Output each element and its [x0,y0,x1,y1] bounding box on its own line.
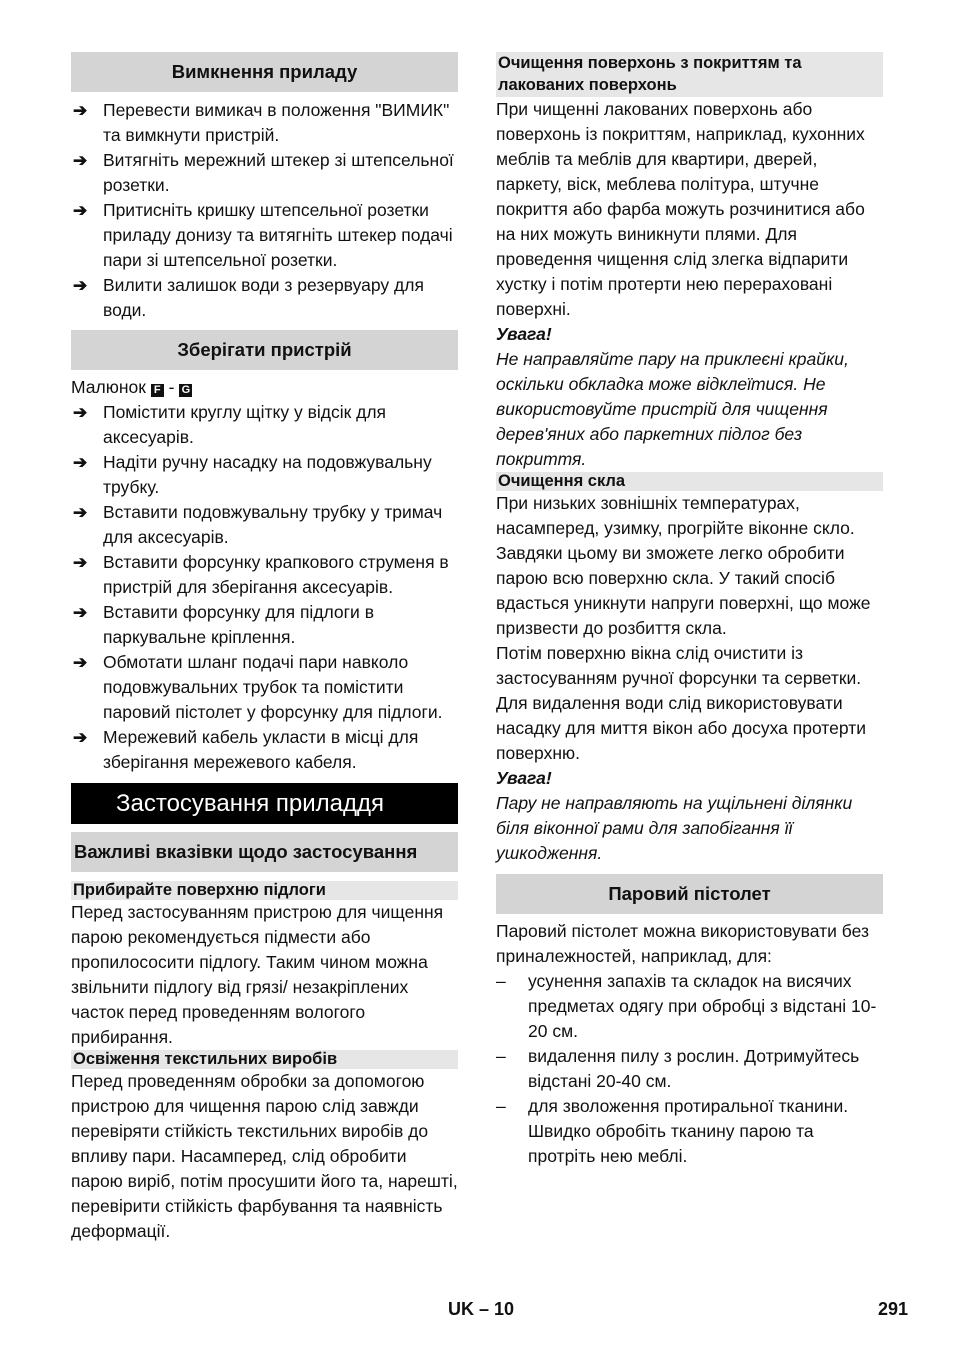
subsection-title-textiles: Освіження текстильних виробів [71,1050,458,1069]
section-title-storage: Зберігати пристрій [71,330,458,370]
section-title-switch-off: Вимкнення приладу [71,52,458,92]
list-item: – видалення пилу з рослин. Дотримуйтесь відстані 20-40 см. [496,1046,860,1091]
subsection-title-floor: Прибирайте поверхню підлоги [71,881,458,900]
arrow-right-icon: ➔ [73,603,88,622]
arrow-right-icon: ➔ [73,453,88,472]
warning-label: Увага! [496,324,552,344]
arrow-right-icon: ➔ [73,201,88,220]
dash-bullet: – [496,971,506,991]
arrow-right-icon: ➔ [73,101,88,120]
arrow-right-icon: ➔ [73,553,88,572]
arrow-right-icon: ➔ [73,653,88,672]
floor-text: Перед застосуванням пристрою для чищення парою рекомендується підмести або пропилососити підлогу. Таким чином можна звільнити підлогу від грязі/ незакріплених часток перед проведенням вологого прибирання. [71,902,444,1047]
left-column [71,52,458,1244]
steam-gun-list [496,969,883,1169]
footer-section-label: UK – 10 [448,1299,515,1319]
list-item: ➔ Надіти ручну насадку на подовжувальну трубку. [73,452,432,497]
warning-text: Пару не направляють на ущільнені ділянки біля віконної рами для запобігання її ушкодження. [496,793,853,863]
list-item: – усунення запахів та складок на висячих предметах одягу при обробці з відстані 10-20 см. [496,971,877,1041]
right-column [496,52,883,1169]
storage-list [71,400,458,775]
arrow-right-icon: ➔ [73,403,88,422]
switch-off-list [71,98,458,323]
dash-bullet: – [496,1046,506,1066]
list-item: ➔ Помістити круглу щітку у відсік для аксесуарів. [73,402,387,447]
list-item: ➔ Вставити форсунку крапкового струменя в пристрій для зберігання аксесуарів. [73,552,449,597]
coated-surfaces-text: При чищенні лакованих поверхонь або поверхонь із покриттям, наприклад, кухонних меблів та меблів для квартири, дверей, паркету, віск, меблева політура, штучне покриття або фарба можуть розчинитися або на них можуть виникнути плями. Для проведення чищення слід злегка відпарити хустку і потім протерти нею перераховані поверхні. [496,99,865,319]
list-item: – для зволоження протиральної тканини. Швидко обробіть тканину парою та протріть нею меблі. [496,1096,849,1166]
list-item: ➔ Вставити подовжувальну трубку у тримач для аксесуарів. [73,502,443,547]
section-title-important-notes: Важливі вказівки щодо застосування [71,832,458,872]
figure-reference: Малюнок F - G [71,375,458,400]
list-item: ➔ Вилити залишок води з резервуару для води. [73,275,424,320]
subsection-title-coated-surfaces: Очищення поверхонь з покриттям та лакованих поверхонь [496,52,883,97]
list-item: ➔ Притисніть кришку штепсельної розетки приладу донизу та витягніть штекер подачі пари зі штепсельної розетки. [73,200,453,270]
textiles-text: Перед проведенням обробки за допомогою пристрою для чищення парою слід завжди перевіряти стійкість текстильних виробів до впливу пари. Насамперед, слід обробити парою виріб, потім просушити його та, нарешті, перевірити стійкість фарбування та наявність деформації. [71,1071,458,1241]
warning-label: Увага! [496,768,552,788]
figure-label-g: G [179,384,192,397]
warning-text: Не направляйте пару на приклеєні крайки, оскільки обкладка може відклеїтися. Не використовуйте пристрій для чищення дерев'яних або паркетних підлог без покриття. [496,349,849,469]
glass-text-2: Потім поверхню вікна слід очистити із застосуванням ручної форсунки та серветки. Для видалення води слід використовувати насадку для миття вікон або досуха протерти поверхню. [496,643,866,763]
arrow-right-icon: ➔ [73,503,88,522]
steam-gun-text: Паровий пістолет можна використовувати без приналежностей, наприклад, для: [496,921,869,966]
section-title-steam-gun: Паровий пістолет [496,874,883,914]
subsection-title-glass: Очищення скла [496,472,883,491]
list-item: ➔ Обмотати шланг подачі пари навколо подовжувальних трубок та помістити паровий пістолет у форсунку для підлоги. [73,652,443,722]
figure-label-f: F [151,384,164,397]
dash-bullet: – [496,1096,506,1116]
arrow-right-icon: ➔ [73,276,88,295]
page-number: 291 [878,1299,909,1319]
glass-text-1: При низьких зовнішніх температурах, насамперед, узимку, прогрійте віконне скло. Завдяки цьому ви зможете легко обробити парою всю поверхню скла. У такий спосіб вдасться уникнути напруги поверхні, що може призвести до розбиття скла. [496,493,871,638]
arrow-right-icon: ➔ [73,151,88,170]
list-item: ➔ Вставити форсунку для підлоги в паркувальне кріплення. [73,602,374,647]
list-item: ➔ Перевести вимикач в положення "ВИМИК" та вимкнути пристрій. [73,100,450,145]
chapter-title: Застосування приладдя [71,783,458,824]
list-item: ➔ Мережевий кабель укласти в місці для зберігання мережевого кабеля. [73,727,419,772]
arrow-right-icon: ➔ [73,728,88,747]
list-item: ➔ Витягніть мережний штекер зі штепсельної розетки. [73,150,454,195]
